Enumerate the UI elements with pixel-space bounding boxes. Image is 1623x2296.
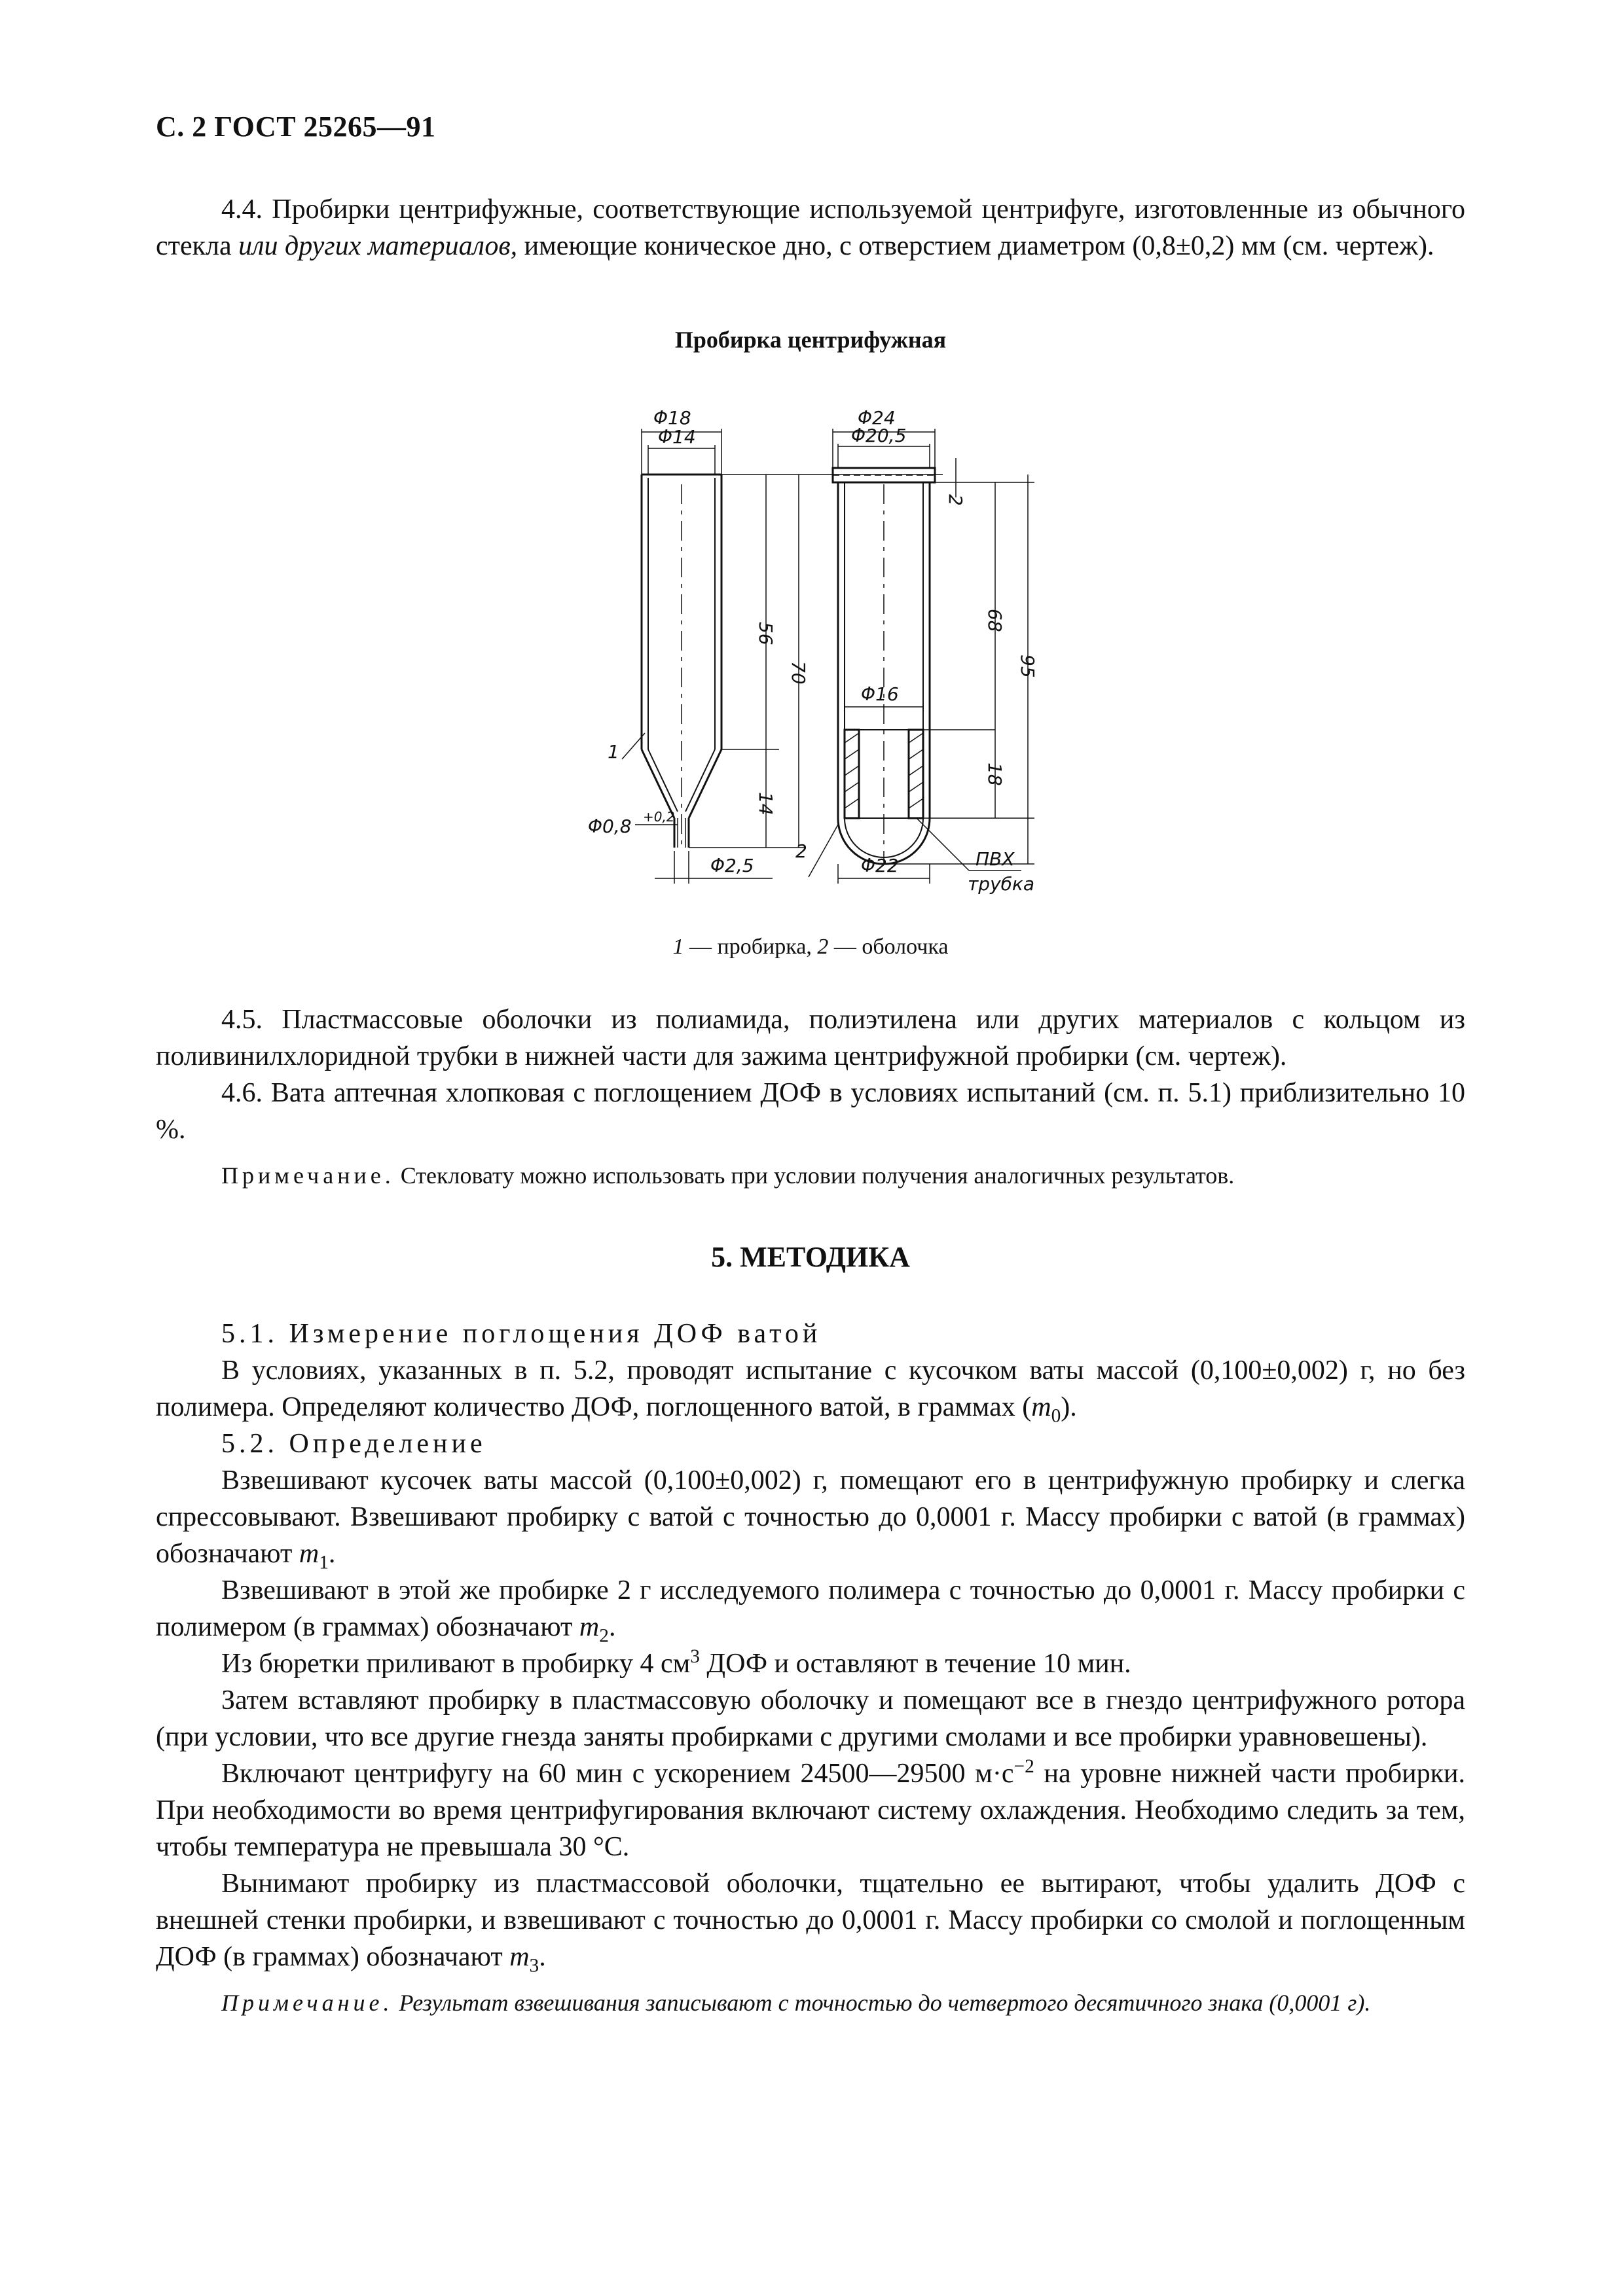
s52-p2: Взвешивают в этой же пробирке 2 г исследуемого полимера с точностью до 0,0001 г. Массу пробирки с полимером (в граммах) обозначают $m_2$.: [156, 1575, 1465, 1647]
label-d25: Φ2,5: [710, 855, 754, 876]
label-d08-tol: +0,2: [643, 809, 675, 825]
label-d16: Φ16: [861, 683, 899, 705]
s51-heading: 5.1. Измерение поглощения ДОФ ватой: [221, 1319, 822, 1349]
section-5-title: 5. МЕТОДИКА: [711, 1241, 910, 1273]
p44-italic: или других материалов,: [238, 231, 518, 261]
s52-heading: 5.2. Определение: [221, 1429, 486, 1459]
note-2: Примечание. Результат взвешивания записывают с точностью до четвертого десятичного знака (0,0001 г).: [221, 1990, 1371, 2016]
paragraph-4-5: 4.5. Пластмассовые оболочки из полиамида, полиэтилена или других материалов с кольцом из поливинилхлоридной трубки в нижней части для зажима центрифужной пробирки (см. чертеж).: [156, 1005, 1465, 1071]
label-dim95: 95: [1017, 655, 1038, 678]
label-dim2a: 2: [945, 494, 966, 506]
paragraphs-4-5-4-6: [156, 1001, 1465, 1191]
figure-title: Пробирка центрифужная: [674, 327, 947, 353]
paragraph-4-6: 4.6. Вата аптечная хлопковая с поглощением ДОФ в условиях испытаний (см. п. 5.1) приблизительно 10 %.: [156, 1078, 1465, 1145]
label-d18: Φ18: [653, 407, 691, 429]
label-d08: Φ0,8: [588, 816, 632, 837]
label-d205: Φ20,5: [851, 425, 907, 446]
s51-text: В условиях, указанных в п. 5.2, проводят испытание с кусочком ваты массой (0,100±0,002) г, но без полимера. Определяют количество ДОФ, поглощенного ватой, в граммах $(m_0)$.: [156, 1355, 1465, 1427]
label-pvx1: ПВХ: [976, 848, 1015, 870]
s52-p6: Вынимают пробирку из пластмассовой оболочки, тщательно ее вытирают, чтобы удалить ДОФ с внешней стенки пробирки, и взвешивают с точностью до 0,0001 г. Массу пробирки со смолой и поглощенным ДОФ (в граммах) обозначают $m_3$.: [156, 1869, 1465, 1977]
label-dim56: 56: [755, 622, 776, 645]
p44-text-b: имеющие коническое дно, с отверстием диаметром (0,8±0,2) мм (см. чертеж).: [517, 231, 1434, 261]
label-dim18: 18: [984, 762, 1006, 786]
label-dim68: 68: [984, 609, 1006, 632]
note1-label: Примечание.: [221, 1162, 395, 1189]
label-d22: Φ22: [861, 855, 899, 876]
figure-legend: 1 — пробирка, 2 — оболочка: [672, 935, 949, 959]
label-dim70: 70: [788, 661, 809, 685]
label-pos1: 1: [608, 741, 619, 762]
paragraph-4-4: [156, 191, 1465, 264]
s52-p1: Взвешивают кусочек ваты массой (0,100±0,002) г, помещают его в центрифужную пробирку и слегка спрессовывают. Взвешивают пробирку с ватой с точностью до 0,0001 г. Массу пробирки с ватой (в граммах) обозначают $m_1$.: [156, 1465, 1465, 1573]
note-1: [156, 1160, 1465, 1191]
label-dim14: 14: [755, 792, 776, 816]
s52-p4: Затем вставляют пробирку в пластмассовую оболочку и помещают все в гнездо центрифужного ротора (при условии, что все другие гнезда заняты пробирками с другими смолами и все пробирки уравновешены).: [156, 1685, 1465, 1752]
page-header: С. 2 ГОСТ 25265—91: [156, 111, 436, 143]
section-5-body: [156, 1316, 1465, 2018]
s52-p3: Из бюретки приливают в пробирку 4 $см^3$ ДОФ и оставляют в течение 10 мин.: [221, 1646, 1131, 1679]
p44-text-a: 4.4. Пробирки центрифужные, соответствующие используемой центрифуге, изготовленные из обычного стекла: [156, 194, 1465, 261]
centrifuge-tube-drawing: [576, 367, 1048, 903]
label-pvx2: трубка: [968, 873, 1034, 895]
note1-text: Стекловату можно использовать при условии получения аналогичных результатов.: [394, 1162, 1235, 1189]
label-d14: Φ14: [658, 426, 696, 448]
s52-p5: Включают центрифугу на 60 мин с ускорением 24500—29500 $м\cdot с^{-2}$ на уровне нижней части пробирки. При необходимости во время центрифугирования включают систему охлаждения. Необходимо следить за тем, чтобы температура не превышала 30 °С.: [156, 1756, 1466, 1862]
label-d24: Φ24: [858, 407, 896, 429]
label-pos2: 2: [795, 840, 807, 862]
